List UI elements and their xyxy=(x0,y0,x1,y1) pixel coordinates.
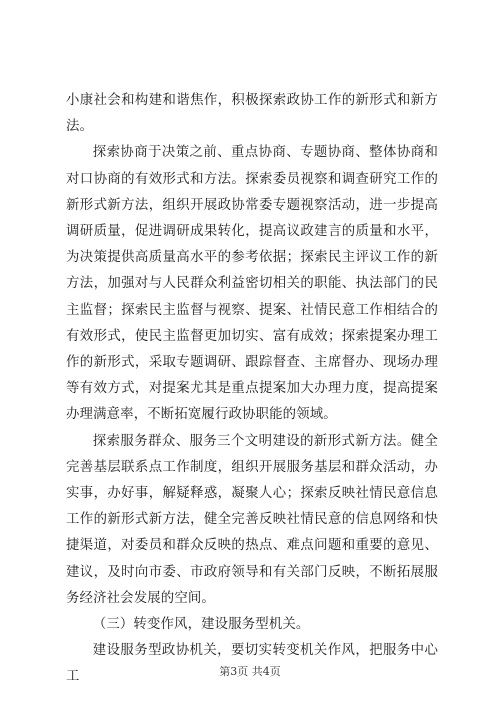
paragraph-last: 建设服务型政协机关，要切实转变机关作风，把服务中心工 xyxy=(66,643,438,685)
page-number-footer: 第3页 共4页 xyxy=(219,665,281,678)
paragraph-service: 探索服务群众、服务三个文明建设的新形式新方法。健全完善基层联系点工作制度，组织开展服务基层和群众活动，办实事，办好事，解疑释惑，凝聚人心；探索反映社情民意信息工作的新形式新方法，健全完善反映社情民意的信息网络和快捷渠道，对委员和群众反映的热点、难点问题和重要的意见、建议，及时向市委、市政府领导和有关部门反映，不断拓展服务经济社会发展的空间。 xyxy=(66,433,438,606)
paragraph-continuation: 小康社会和构建和谐焦作，积极探索政协工作的新形式和新方法。 xyxy=(66,93,438,135)
document-body xyxy=(66,88,438,691)
paragraph-consultation: 探索协商于决策之前、重点协商、专题协商、整体协商和对口协商的有效形式和方法。探索委员视察和调查研究工作的新形式新方法，组织开展政协常委专题视察活动，进一步提高调研质量，促进调研成果转化，提高议政建言的质量和水平，为决策提供高质量高水平的参考依据；探索民主评议工作的新方法，加强对与人民群众利益密切相关的职能、执法部门的民主监督；探索民主监督与视察、提案、社情民意工作相结合的有效形式，使民主监督更加切实、富有成效；探索提案办理工作的新形式，采取专题调研、跟踪督查、主席督办、现场办理等有效方式，对提案尤其是重点提案加大办理力度，提高提案办理满意率，不断拓宽履行政协职能的领域。 xyxy=(66,145,438,423)
section-heading: （三）转变作风，建设服务型机关。 xyxy=(92,617,310,633)
